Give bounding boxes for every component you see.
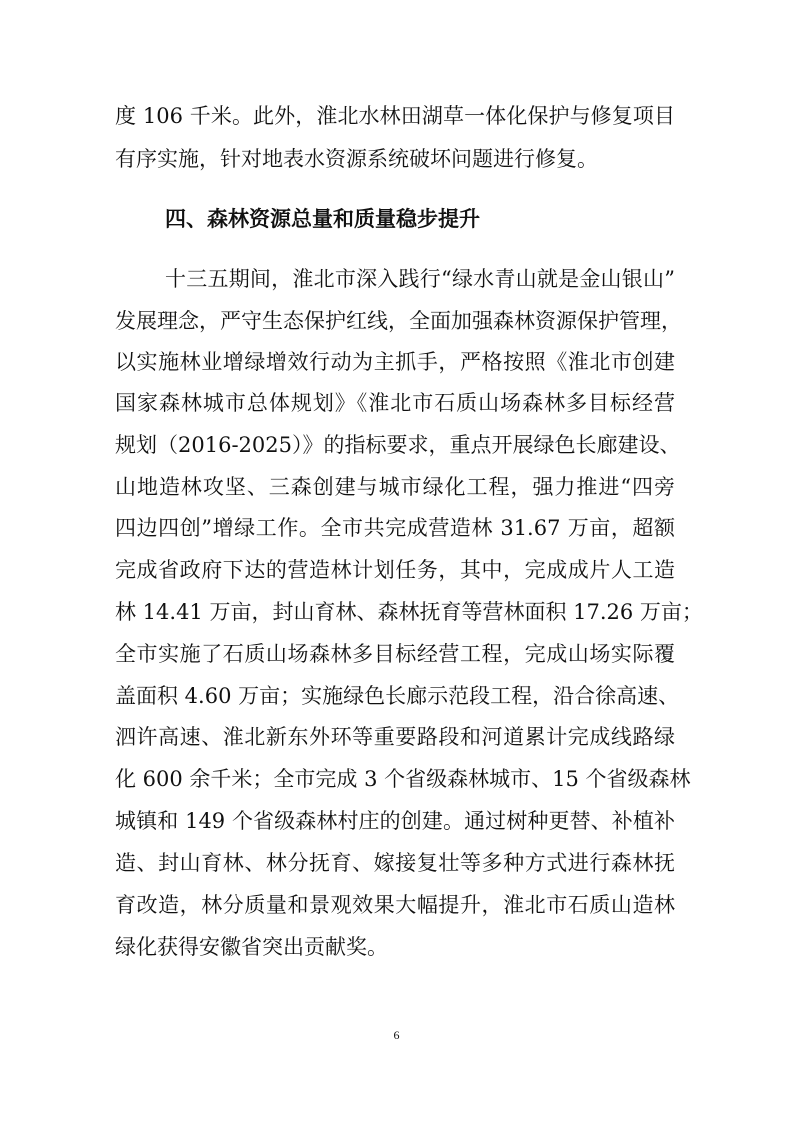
paragraph-line: 城镇和 149 个省级森林村庄的创建。通过树种更替、补植补 [115, 809, 675, 833]
paragraph-line: 四边四创”增绿工作。全市共完成营造林 31.67 万亩，超额 [115, 516, 675, 540]
page-number: 6 [393, 1028, 400, 1042]
paragraph-line: 十三五期间，淮北市深入践行“绿水青山就是金山银山” [165, 267, 675, 291]
paragraph-line: 度 106 千米。此外，淮北水林田湖草一体化保护与修复项目 [115, 104, 675, 128]
paragraph-line: 山地造林攻坚、三森创建与城市绿化工程，强力推进“四旁 [115, 475, 675, 499]
paragraph-line: 完成省政府下达的营造林计划任务，其中，完成成片人工造 [115, 558, 675, 582]
paragraph-line: 国家森林城市总体规划》《淮北市石质山场森林多目标经营 [115, 391, 675, 415]
paragraph-line: 盖面积 4.60 万亩；实施绿色长廊示范段工程，沿合徐高速、 [115, 684, 680, 708]
paragraph-line: 规划（2016-2025）》的指标要求，重点开展绿色长廊建设、 [115, 433, 681, 457]
paragraph-line: 造、封山育林、林分抚育、嫁接复壮等多种方式进行森林抚 [115, 851, 675, 875]
section-heading: 四、森林资源总量和质量稳步提升 [165, 207, 480, 231]
paragraph-line: 泗许高速、淮北新东外环等重要路段和河道累计完成线路绿 [115, 725, 675, 749]
paragraph-line: 发展理念，严守生态保护红线，全面加强森林资源保护管理， [115, 309, 682, 333]
paragraph-line: 全市实施了石质山场森林多目标经营工程，完成山场实际覆 [115, 642, 675, 666]
paragraph-line: 育改造，林分质量和景观效果大幅提升，淮北市石质山造林 [115, 893, 675, 917]
paragraph-line: 化 600 余千米；全市完成 3 个省级森林城市、15 个省级森林 [115, 767, 691, 791]
paragraph-line: 有序实施，针对地表水资源系统破坏问题进行修复。 [115, 147, 598, 171]
paragraph-line: 以实施林业增绿增效行动为主抓手，严格按照《淮北市创建 [115, 350, 675, 374]
paragraph-line: 林 14.41 万亩，封山育林、森林抚育等营林面积 17.26 万亩； [115, 600, 703, 624]
paragraph-line: 绿化获得安徽省突出贡献奖。 [115, 935, 388, 959]
